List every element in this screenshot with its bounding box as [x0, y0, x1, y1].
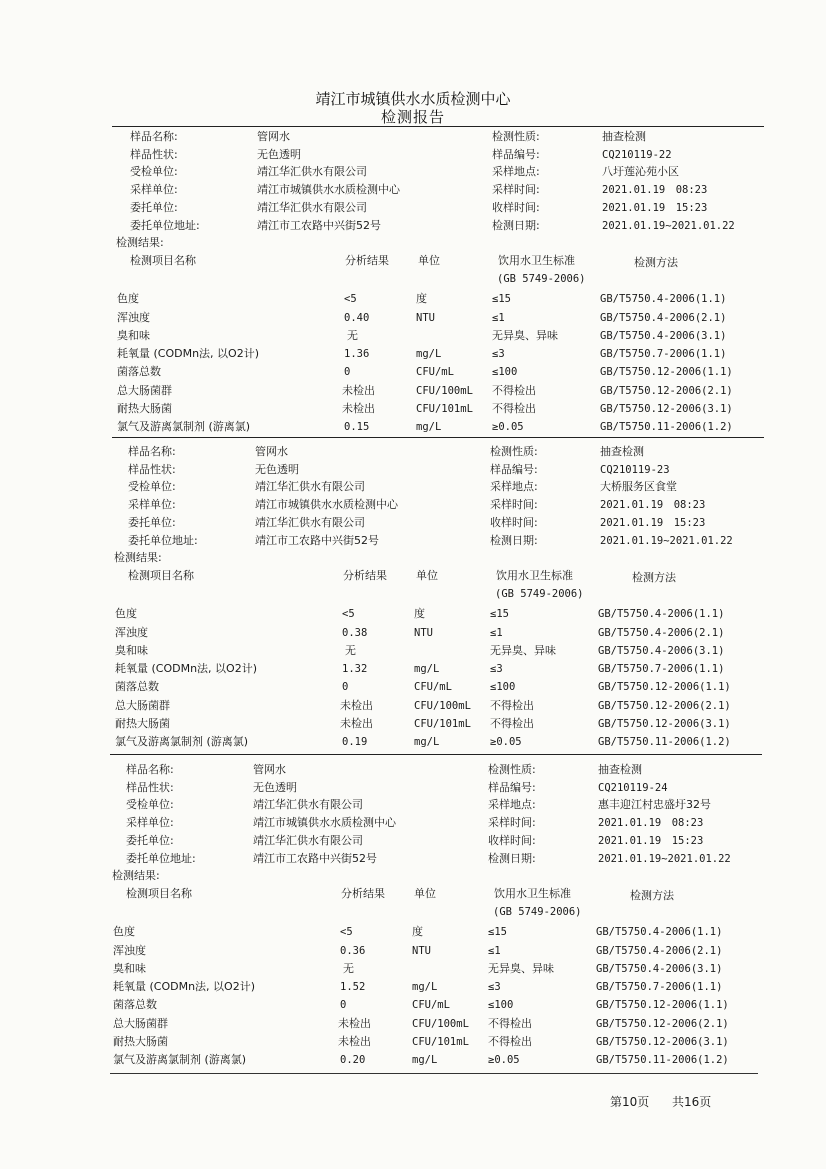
row-standard: 无异臭、异味: [490, 643, 556, 657]
row-item: 浑浊度: [115, 625, 148, 639]
row-result: <5: [344, 293, 357, 306]
row-item: 氯气及游离氯制剂 (游离氯): [115, 735, 249, 749]
row-unit: mg/L: [412, 981, 438, 994]
label-test-nature: 检测性质:: [492, 130, 540, 143]
row-result: 0.20: [340, 1054, 366, 1067]
row-unit: mg/L: [412, 1054, 438, 1067]
value-test-nature: 抽查检测: [602, 130, 646, 143]
row-result: 0.15: [344, 421, 370, 434]
sample-section-2: [0, 445, 826, 755]
row-item: 臭和味: [117, 328, 150, 342]
sample-section-1: [0, 130, 826, 440]
row-unit: CFU/101mL: [412, 1036, 469, 1048]
row-method: GB/T5750.12-2006(3.1): [600, 403, 733, 415]
row-unit: CFU/mL: [416, 366, 454, 379]
row-result: 0: [344, 366, 351, 379]
row-standard: ≤15: [488, 926, 507, 939]
value-sample-name: 管网水: [253, 763, 286, 776]
row-result: 1.52: [340, 981, 366, 994]
row-method: GB/T5750.7-2006(1.1): [596, 981, 723, 994]
row-result: 无: [347, 328, 358, 342]
row-standard: ≤3: [492, 348, 505, 361]
row-unit: CFU/mL: [414, 681, 452, 694]
row-unit: CFU/101mL: [414, 718, 471, 730]
label-sampling-time: 采样时间:: [492, 183, 540, 197]
row-unit: CFU/mL: [412, 999, 450, 1012]
col-header-item: 检测项目名称: [128, 569, 194, 583]
row-method: GB/T5750.12-2006(1.1): [598, 681, 731, 694]
row-standard: ≤3: [488, 981, 501, 994]
row-unit: NTU: [412, 944, 431, 957]
col-header-item: 检测项目名称: [126, 887, 192, 901]
value-entrusting-unit: 靖江华汇供水有限公司: [255, 515, 365, 529]
row-unit: NTU: [416, 311, 435, 324]
row-item: 耗氧量 (CODMn法, 以O2计): [115, 662, 258, 676]
value-sample-property: 无色透明: [257, 147, 301, 161]
col-header-unit: 单位: [416, 569, 438, 583]
label-sampling-time: 采样时间:: [488, 816, 536, 830]
sample-section-3: [0, 763, 826, 1073]
value-sampling-place: 大桥服务区食堂: [600, 480, 677, 494]
row-result: 0: [340, 999, 347, 1012]
col-header-standard: 饮用水卫生标准: [496, 569, 573, 583]
label-sample-name: 样品名称:: [130, 130, 178, 143]
value-sample-name: 管网水: [257, 130, 290, 143]
label-test-date: 检测日期:: [490, 533, 538, 547]
row-item: 浑浊度: [113, 943, 146, 957]
row-standard: ≤1: [490, 626, 503, 639]
label-sample-property: 样品性状:: [128, 462, 176, 476]
row-item: 氯气及游离氯制剂 (游离氯): [117, 420, 251, 434]
value-entrusting-address: 靖江市工农路中兴街52号: [257, 218, 381, 232]
row-item: 菌落总数: [117, 365, 161, 379]
label-client: 受检单位:: [126, 798, 174, 812]
org-title: 靖江市城镇供水水质检测中心: [315, 90, 511, 108]
row-method: GB/T5750.7-2006(1.1): [600, 348, 727, 361]
label-sample-name: 样品名称:: [128, 445, 176, 458]
row-result: 未检出: [338, 1016, 371, 1030]
row-standard: ≤15: [492, 293, 511, 306]
row-item: 臭和味: [113, 961, 146, 975]
label-client: 受检单位:: [128, 480, 176, 494]
label-receive-time: 收样时间:: [490, 515, 538, 529]
label-sampling-place: 采样地点:: [488, 798, 536, 812]
col-header-standard: 饮用水卫生标准: [494, 887, 571, 901]
row-item: 色度: [115, 607, 137, 621]
row-method: GB/T5750.4-2006(1.1): [598, 608, 725, 621]
row-item: 耐热大肠菌: [117, 402, 172, 415]
row-unit: mg/L: [416, 421, 442, 434]
value-sampling-unit: 靖江市城镇供水水质检测中心: [253, 816, 396, 830]
value-sampling-unit: 靖江市城镇供水水质检测中心: [255, 498, 398, 512]
row-standard: ≤100: [492, 366, 518, 379]
value-test-nature: 抽查检测: [600, 445, 644, 458]
label-receive-time: 收样时间:: [488, 833, 536, 847]
value-entrusting-address: 靖江市工农路中兴街52号: [253, 851, 377, 865]
row-result: 无: [345, 643, 356, 657]
row-standard: ≤15: [490, 608, 509, 621]
row-item: 浑浊度: [117, 310, 150, 324]
value-test-date: 2021.01.19~2021.01.22: [598, 852, 731, 865]
row-item: 总大肠菌群: [117, 383, 172, 397]
value-sampling-time: 2021.01.19 08:23: [602, 184, 708, 197]
value-entrusting-unit: 靖江华汇供水有限公司: [257, 200, 367, 214]
row-method: GB/T5750.4-2006(1.1): [600, 293, 727, 306]
row-method: GB/T5750.4-2006(2.1): [598, 626, 725, 639]
label-sample-property: 样品性状:: [130, 147, 178, 161]
value-sample-property: 无色透明: [253, 780, 297, 794]
row-unit: CFU/101mL: [416, 403, 473, 415]
row-result: 未检出: [342, 383, 375, 397]
label-test-date: 检测日期:: [488, 851, 536, 865]
row-method: GB/T5750.4-2006(2.1): [596, 944, 723, 957]
row-result: 0: [342, 681, 349, 694]
row-standard: ≤1: [488, 944, 501, 957]
row-item: 耐热大肠菌: [115, 717, 170, 730]
label-sample-name: 样品名称:: [126, 763, 174, 776]
col-header-method: 检测方法: [630, 889, 674, 903]
row-standard: 不得检出: [490, 717, 534, 730]
value-receive-time: 2021.01.19 15:23: [600, 516, 706, 529]
value-client: 靖江华汇供水有限公司: [253, 798, 363, 812]
results-label: 检测结果:: [116, 236, 164, 250]
col-header-result: 分析结果: [341, 887, 385, 901]
label-entrusting-address: 委托单位地址:: [128, 533, 198, 547]
row-standard: 不得检出: [488, 1035, 532, 1048]
row-result: 0.19: [342, 736, 368, 749]
page-number: 第10页: [610, 1095, 650, 1109]
row-unit: CFU/100mL: [414, 699, 471, 712]
col-header-standard: 饮用水卫生标准: [498, 254, 575, 268]
row-standard: 无异臭、异味: [488, 961, 554, 975]
row-item: 总大肠菌群: [113, 1016, 168, 1030]
bottom-rule: [110, 1073, 758, 1074]
label-receive-time: 收样时间:: [492, 200, 540, 214]
row-result: 未检出: [342, 402, 375, 415]
row-method: GB/T5750.4-2006(3.1): [600, 329, 727, 342]
value-sample-no: CQ210119-23: [600, 463, 670, 476]
row-unit: 度: [416, 292, 427, 306]
report-title: 检测报告: [380, 108, 445, 126]
row-method: GB/T5750.4-2006(3.1): [596, 962, 723, 975]
label-entrusting-unit: 委托单位:: [128, 515, 176, 529]
label-test-nature: 检测性质:: [490, 445, 538, 458]
col-header-item: 检测项目名称: [130, 254, 196, 268]
row-method: GB/T5750.4-2006(1.1): [596, 926, 723, 939]
label-sample-no: 样品编号:: [492, 147, 540, 161]
value-entrusting-unit: 靖江华汇供水有限公司: [253, 833, 363, 847]
row-result: 0.40: [344, 311, 370, 324]
row-item: 耐热大肠菌: [113, 1035, 168, 1048]
row-method: GB/T5750.12-2006(1.1): [596, 999, 729, 1012]
row-method: GB/T5750.12-2006(2.1): [596, 1017, 729, 1030]
row-item: 氯气及游离氯制剂 (游离氯): [113, 1053, 247, 1067]
col-header-standard-code: (GB 5749-2006): [495, 588, 584, 601]
value-entrusting-address: 靖江市工农路中兴街52号: [255, 533, 379, 547]
row-result: 未检出: [340, 717, 373, 730]
row-method: GB/T5750.4-2006(3.1): [598, 644, 725, 657]
label-entrusting-unit: 委托单位:: [126, 833, 174, 847]
top-rule: [112, 126, 764, 127]
row-standard: 无异臭、异味: [492, 328, 558, 342]
row-method: GB/T5750.12-2006(3.1): [596, 1036, 729, 1048]
row-unit: mg/L: [414, 736, 440, 749]
label-entrusting-address: 委托单位地址:: [130, 218, 200, 232]
row-unit: NTU: [414, 626, 433, 639]
value-receive-time: 2021.01.19 15:23: [598, 834, 704, 847]
results-label: 检测结果:: [114, 551, 162, 565]
label-sampling-time: 采样时间:: [490, 498, 538, 512]
value-sampling-unit: 靖江市城镇供水水质检测中心: [257, 183, 400, 197]
row-method: GB/T5750.12-2006(2.1): [598, 699, 731, 712]
label-client: 受检单位:: [130, 165, 178, 179]
row-standard: ≤100: [488, 999, 514, 1012]
row-method: GB/T5750.7-2006(1.1): [598, 663, 725, 676]
col-header-method: 检测方法: [634, 256, 678, 270]
row-unit: CFU/100mL: [416, 384, 473, 397]
row-result: 1.36: [344, 348, 370, 361]
row-standard: ≤100: [490, 681, 516, 694]
row-item: 耗氧量 (CODMn法, 以O2计): [117, 347, 260, 361]
value-sample-no: CQ210119-22: [602, 148, 672, 161]
row-item: 菌落总数: [113, 998, 157, 1012]
row-item: 总大肠菌群: [115, 698, 170, 712]
row-method: GB/T5750.12-2006(2.1): [600, 384, 733, 397]
row-item: 臭和味: [115, 643, 148, 657]
row-standard: ≥0.05: [492, 421, 524, 434]
col-header-unit: 单位: [418, 254, 440, 268]
label-sampling-place: 采样地点:: [492, 165, 540, 179]
row-result: 无: [343, 961, 354, 975]
label-sampling-unit: 采样单位:: [126, 816, 174, 830]
label-sample-no: 样品编号:: [490, 462, 538, 476]
row-method: GB/T5750.11-2006(1.2): [598, 736, 731, 749]
row-unit: mg/L: [414, 663, 440, 676]
value-client: 靖江华汇供水有限公司: [255, 480, 365, 494]
row-method: GB/T5750.12-2006(1.1): [600, 366, 733, 379]
row-item: 色度: [117, 292, 139, 306]
row-item: 菌落总数: [115, 680, 159, 694]
row-method: GB/T5750.4-2006(2.1): [600, 311, 727, 324]
value-receive-time: 2021.01.19 15:23: [602, 201, 708, 214]
value-sampling-place: 惠丰迎江村忠盛圩32号: [598, 798, 711, 812]
row-item: 耗氧量 (CODMn法, 以O2计): [113, 980, 256, 994]
col-header-method: 检测方法: [632, 571, 676, 585]
label-sample-no: 样品编号:: [488, 780, 536, 794]
row-result: 1.32: [342, 663, 368, 676]
row-standard: 不得检出: [492, 402, 536, 415]
row-standard: ≤1: [492, 311, 505, 324]
col-header-standard-code: (GB 5749-2006): [497, 273, 586, 286]
value-sampling-place: 八圩莲沁苑小区: [602, 165, 679, 179]
label-test-nature: 检测性质:: [488, 763, 536, 776]
row-standard: 不得检出: [488, 1016, 532, 1030]
value-sample-property: 无色透明: [255, 462, 299, 476]
value-test-nature: 抽查检测: [598, 763, 642, 776]
value-client: 靖江华汇供水有限公司: [257, 165, 367, 179]
value-sampling-time: 2021.01.19 08:23: [600, 499, 706, 512]
value-sample-no: CQ210119-24: [598, 781, 668, 794]
value-sampling-time: 2021.01.19 08:23: [598, 817, 704, 830]
row-result: 0.36: [340, 944, 366, 957]
row-unit: CFU/100mL: [412, 1017, 469, 1030]
label-sample-property: 样品性状:: [126, 780, 174, 794]
row-method: GB/T5750.11-2006(1.2): [596, 1054, 729, 1067]
results-label: 检测结果:: [112, 869, 160, 883]
value-sample-name: 管网水: [255, 445, 288, 458]
label-sampling-unit: 采样单位:: [128, 498, 176, 512]
col-header-unit: 单位: [414, 887, 436, 901]
row-result: 未检出: [340, 698, 373, 712]
col-header-result: 分析结果: [343, 569, 387, 583]
row-unit: 度: [412, 925, 423, 939]
row-standard: ≥0.05: [488, 1054, 520, 1067]
col-header-standard-code: (GB 5749-2006): [493, 906, 582, 919]
value-test-date: 2021.01.19~2021.01.22: [600, 534, 733, 547]
row-method: GB/T5750.12-2006(3.1): [598, 718, 731, 730]
row-standard: 不得检出: [490, 698, 534, 712]
label-test-date: 检测日期:: [492, 218, 540, 232]
label-entrusting-unit: 委托单位:: [130, 200, 178, 214]
row-unit: 度: [414, 607, 425, 621]
row-result: 0.38: [342, 626, 368, 639]
row-result: 未检出: [338, 1035, 371, 1048]
row-result: <5: [340, 926, 353, 939]
row-standard: 不得检出: [492, 383, 536, 397]
row-standard: ≤3: [490, 663, 503, 676]
label-sampling-unit: 采样单位:: [130, 183, 178, 197]
row-standard: ≥0.05: [490, 736, 522, 749]
label-entrusting-address: 委托单位地址:: [126, 851, 196, 865]
row-method: GB/T5750.11-2006(1.2): [600, 421, 733, 434]
row-result: <5: [342, 608, 355, 621]
label-sampling-place: 采样地点:: [490, 480, 538, 494]
page-total: 共16页: [672, 1095, 712, 1109]
row-item: 色度: [113, 925, 135, 939]
row-unit: mg/L: [416, 348, 442, 361]
col-header-result: 分析结果: [345, 254, 389, 268]
value-test-date: 2021.01.19~2021.01.22: [602, 219, 735, 232]
